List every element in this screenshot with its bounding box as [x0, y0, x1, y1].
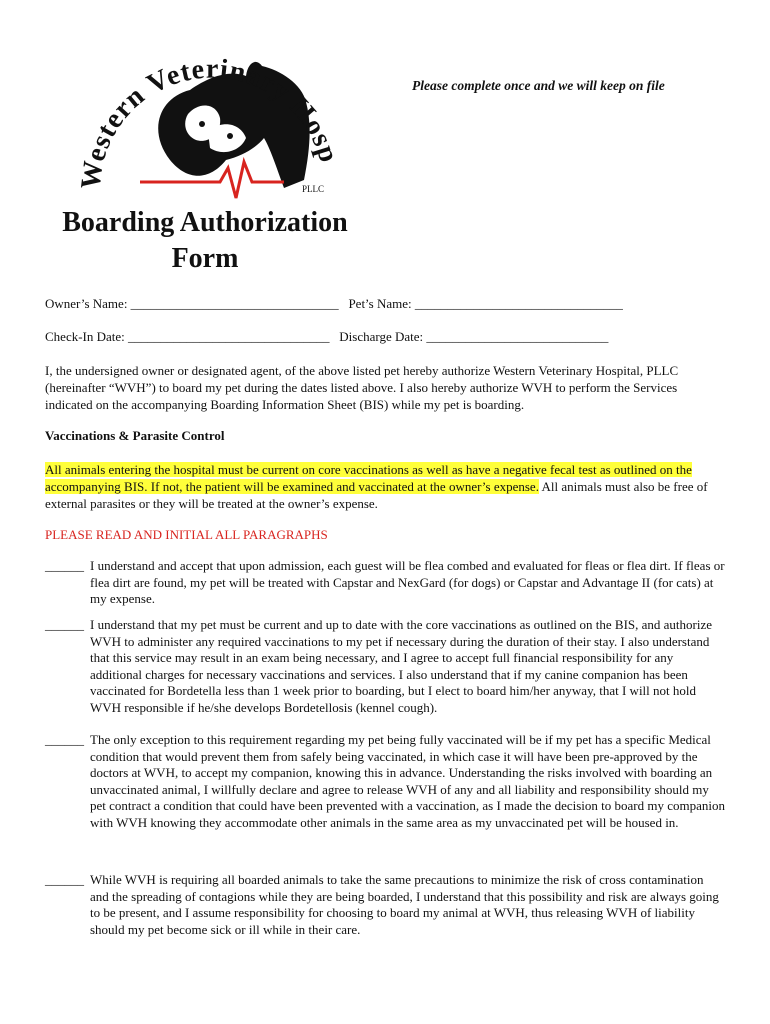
- initial-blank[interactable]: ______: [45, 872, 84, 887]
- name-fields-row: [45, 296, 623, 312]
- paragraph-text: I understand that my pet must be current and up to date with the core vaccinations as outlined on the BIS, and authorize WVH to administer any required vaccinations to my pet if necessary during the duration of their stay. I also understand that this service may result in an exam being necessary, and I agree to accept full financial responsibility for any additional charges for necessary vaccinations and services. I also understand that if my canine companion has been vaccinated for Bordetella less than 1 week prior to boarding, but I elect to board him/her anyway, that I will not hold WVH responsible if he/she develops Bordetellosis (kennel cough).: [90, 617, 713, 715]
- vaccination-heading: Vaccinations & Parasite Control: [45, 428, 225, 443]
- keep-on-file-note: Please complete once and we will keep on file: [412, 78, 665, 93]
- initial-notice: PLEASE READ AND INITIAL ALL PARAGRAPHS: [45, 527, 328, 542]
- initial-paragraph: [45, 732, 725, 831]
- paragraph-text: While WVH is requiring all boarded animals to take the same precautions to minimize the risk of cross contamination and the spreading of contagions while they are being boarded, I understand that this possibility and risk are always going to be present, and I assume responsibility for choosing to board my animal at WVH, thus releasing WVH of liability should my pet become sick or ill while in their care.: [90, 872, 719, 937]
- form-title: [40, 205, 370, 277]
- logo-graphic: [70, 40, 340, 205]
- discharge-date-field[interactable]: Discharge Date: ____________________________: [339, 329, 609, 344]
- hospital-logo: [70, 40, 340, 205]
- logo-arched-text: Western Veterinary Hos: [75, 53, 339, 191]
- title-line-2: Form: [171, 243, 239, 274]
- authorization-paragraph: I, the undersigned owner or designated agent, of the above listed pet hereby authorize Western Veterinary Hospital, PLLC (hereinafter “WVH”) to board my pet during the dates listed above. I also hereby authorize WVH to perform the Services indicated on the accompanying Boarding Information Sheet (BIS) while my pet is boarding.: [45, 363, 679, 412]
- initial-blank[interactable]: ______: [45, 617, 84, 632]
- paragraph-text: I understand and accept that upon admission, each guest will be flea combed and evaluated for fleas or flea dirt. If fleas or flea dirt are found, my pet will be treated with Capstar and NexGard (for dogs) or Capstar and Advantage II (for cats) at my expense.: [90, 558, 725, 606]
- owner-name-field[interactable]: Owner’s Name: ________________________________: [45, 296, 339, 311]
- vaccination-paragraph: [45, 461, 725, 512]
- initial-blank[interactable]: ______: [45, 732, 84, 747]
- initial-blank[interactable]: ______: [45, 558, 84, 573]
- paragraph-text: The only exception to this requirement regarding my pet being fully vaccinated will be if my pet has a specific Medical condition that would prevent them from safely being vaccinated, in which case it will have been pre-approved by the doctors at WVH, to accept my companion, knowing this in advance. Understanding the risks involved with boarding an unvaccinated animal, I willfully declare and agree to release WVH of any and all liability and responsibility should my pet contract a condition that could have been prevented with a vaccination, as I made the decision to board my companion with WVH knowing they accommodate other animals in the same area as my unvaccinated pet will be housed in.: [90, 732, 725, 830]
- parasite-requirement: All animals must also be free of external parasites or they will be treated at the owner’s expense.: [45, 479, 708, 511]
- pet-name-field[interactable]: Pet’s Name: ________________________________: [348, 296, 623, 311]
- logo-suffix: PLLC: [302, 184, 325, 194]
- initial-paragraph: [45, 872, 725, 938]
- checkin-date-field[interactable]: Check-In Date: _______________________________: [45, 329, 330, 344]
- date-fields-row: [45, 329, 608, 345]
- initial-paragraph: [45, 558, 725, 608]
- title-line-1: Boarding Authorization: [62, 207, 348, 238]
- initial-paragraph: [45, 617, 725, 716]
- highlighted-requirement: All animals entering the hospital must be current on core vaccinations as well as have a negative fecal test as outlined on the accompanying BIS. If not, the patient will be examined and vaccinated at the owner’s expense.: [45, 462, 692, 494]
